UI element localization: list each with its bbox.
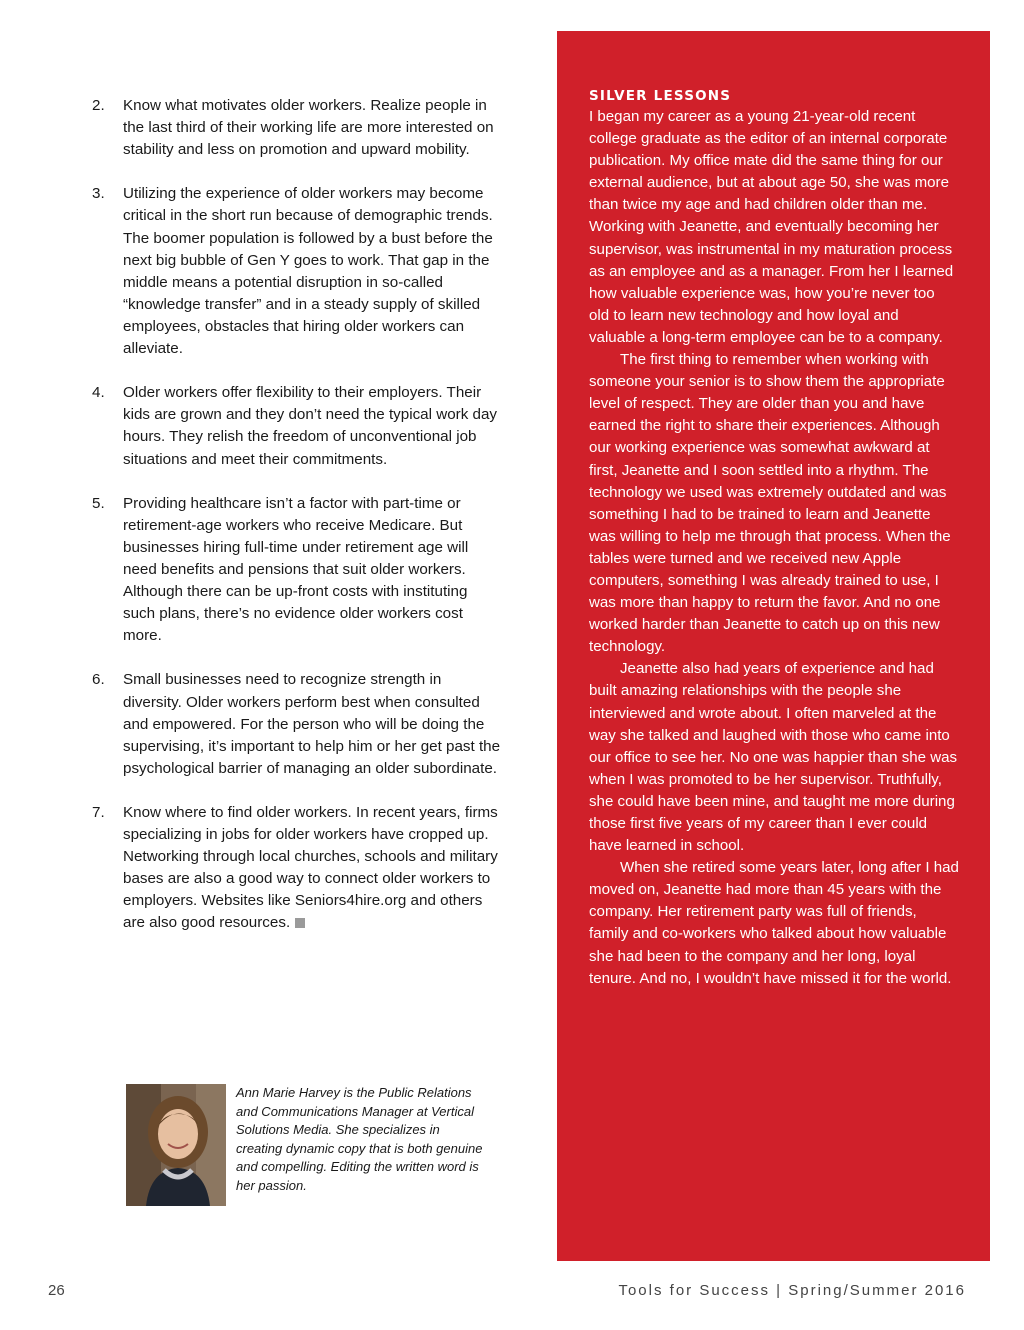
author-bio: Ann Marie Harvey is the Public Relations and Communications Manager at Vertical Solutions Media. She specializes in creating dynamic copy that is both genuine and compelling. Editing the written word is her passion. <box>236 1085 483 1193</box>
list-item-text: Utilizing the experience of older workers may become critical in the short run because of demographic trends. The boomer population is followed by a bust before the next big bubble of Gen Y goes to work. That gap in the middle means a potential disruption in so-called “knowledge transfer” and in a steady supply of skilled employees, obstacles that hiring older workers can alleviate. <box>123 185 493 358</box>
author-photo <box>126 1084 226 1206</box>
list-item <box>92 183 502 360</box>
list-item <box>92 95 502 161</box>
list-item-number: 2. <box>92 97 105 114</box>
publication-footer: Tools for Success | Spring/Summer 2016 <box>618 1282 966 1299</box>
tips-list <box>92 95 502 935</box>
sidebar-paragraph: The first thing to remember when working with someone your senior is to show them the appropriate level of respect. They are older than you and have earned the right to share their experiences. Although our working experience was somewhat awkward at first, Jeanette and I soon settled into a rhythm. The technology we used was extremely outdated and was something I had to be trained to learn and Jeanette was willing to help me through that process. When the tables were turned and we received new Apple computers, something I was already trained to use, I was more than happy to return the favor. And no one worked harder than Jeanette to catch up on this new technology. <box>589 351 951 656</box>
list-item <box>92 802 502 935</box>
list-item-text: Providing healthcare isn’t a factor with part-time or retirement-age workers who receive Medicare. But businesses hiring full-time under retirement age will need benefits and pensions that suit older workers. Although there can be up-front costs with instituting such plans, there’s no evidence older workers cost more. <box>123 494 469 645</box>
list-item <box>92 493 502 648</box>
end-of-article-mark <box>295 918 305 928</box>
list-item-number: 4. <box>92 384 105 402</box>
list-item-number: 3. <box>92 185 105 203</box>
author-block <box>126 1084 506 1214</box>
silver-lessons-sidebar <box>557 31 990 1261</box>
author-portrait-illustration <box>126 1084 226 1206</box>
list-item-text-content: Know where to find older workers. In recent years, firms specializing in jobs for older workers have cropped up. Networking through local churches, schools and military bases are also a good way to connect older workers to employers. Websites like Seniors4hire.org and others are also good resources. <box>123 804 498 932</box>
list-item-number: 7. <box>92 804 105 821</box>
list-item-text: Know what motivates older workers. Realize people in the last third of their working life are more interested on stability and less on promotion and upward mobility. <box>123 97 494 159</box>
list-item <box>92 669 502 779</box>
page-number: 26 <box>48 1282 65 1299</box>
list-item-text: Small businesses need to recognize strength in diversity. Older workers perform best when consulted and empowered. For the person who will be doing the supervising, it’s important to help him or her get past the psychological barrier of managing an older subordinate. <box>123 671 501 777</box>
sidebar-content <box>589 87 959 990</box>
sidebar-paragraph: Jeanette also had years of experience and had built amazing relationships with the people she interviewed and wrote about. I often marveled at the way she talked and laughed with those who came into our office to see her. No one was happier than she was when I was promoted to be her supervisor. Truthfully, she could have been mine, and taught me more during those first five years of my career than I ever could have learned in school. <box>589 660 958 855</box>
sidebar-paragraph: When she retired some years later, long after I had moved on, Jeanette had more than 45 years with the company. Her retirement party was full of friends, family and co-workers who talked about how valuable she had been to the company and her long, loyal tenure. And no, I wouldn’t have missed it for the world. <box>589 859 959 987</box>
list-item-text: Older workers offer flexibility to their employers. Their kids are grown and they don’t need the typical work day hours. They relish the freedom of unconventional job situations and meet their commitments. <box>123 384 497 468</box>
sidebar-title: SILVER LESSONS <box>589 88 732 104</box>
list-item <box>92 382 502 470</box>
sidebar-paragraph: I began my career as a young 21-year-old recent college graduate as the editor of an internal corporate publication. My office mate did the same thing for our external audience, but at about age 50, she was more than twice my age and had children older than me. Working with Jeanette, and eventually becoming her supervisor, was instrumental in my maturation process as an employee and as a manager. From her I learned how valuable experience was, how you’re never too old to learn new technology and how loyal and valuable a long-term employee can be to a company. <box>589 108 954 346</box>
list-item-number: 6. <box>92 671 105 689</box>
main-article-column <box>92 95 502 957</box>
list-item-text <box>123 802 502 935</box>
list-item-number: 5. <box>92 494 105 512</box>
